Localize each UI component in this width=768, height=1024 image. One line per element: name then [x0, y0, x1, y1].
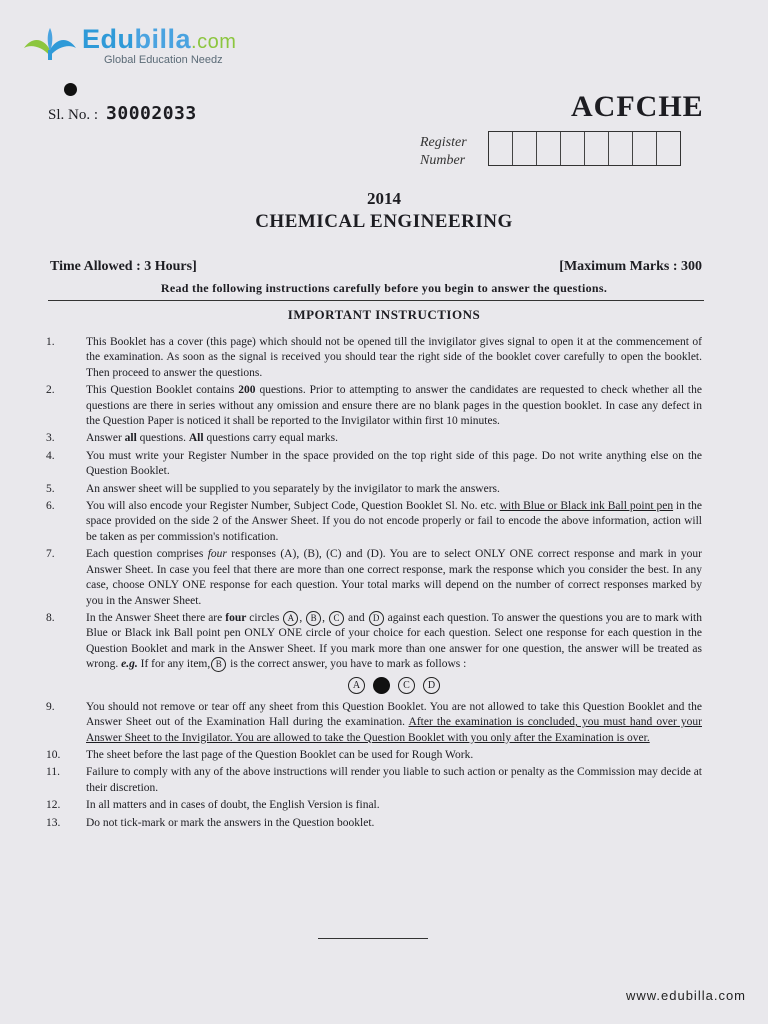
item-number: 1.	[46, 336, 55, 348]
list-item	[46, 335, 702, 381]
site-url-link[interactable]: www.edubilla.com	[625, 988, 746, 1003]
item-text: You will also encode your Register Number, Subject Code, Question Booklet Sl. No. etc. with Blue or Black ink Ball point pen in the space provided on the side 2 of the Answer Sheet. If you do not encode properly or fail to encode the above information, action will be taken as per commission's notification.	[86, 500, 702, 543]
register-digit-box[interactable]	[513, 132, 537, 165]
bubble-b-filled-icon	[373, 677, 390, 694]
important-instructions-heading: IMPORTANT INSTRUCTIONS	[287, 307, 481, 322]
serial-number-value: 30002033	[106, 103, 197, 124]
register-digit-box[interactable]	[585, 132, 609, 165]
example-answer-bubbles	[46, 677, 702, 694]
register-digit-box[interactable]	[633, 132, 657, 165]
item-text: Each question comprises four responses (A), (B), (C) and (D). You are to select ONLY ONE correct response and mark in your Answer Sheet. In case you feel that there are more than one correct response, mark the response which you consider the best. In any case, choose ONLY ONE response for each question. Your total marks will depend on the number of correct responses marked by you in the Answer Sheet.	[86, 548, 702, 607]
list-item	[46, 449, 702, 480]
register-label-line2: Number	[420, 153, 466, 168]
item-number: 6.	[46, 500, 55, 513]
register-number-label	[420, 134, 467, 170]
list-item	[46, 700, 702, 746]
item-text: The sheet before the last page of the Question Booklet can be used for Rough Work.	[86, 749, 474, 762]
registration-dot-mark	[64, 83, 77, 96]
tree-logo-icon	[22, 26, 78, 60]
item-number: 5.	[46, 482, 55, 495]
maximum-marks: [Maximum Marks : 300	[559, 259, 702, 274]
bubble-d-icon: D	[423, 677, 440, 694]
logo-wordmark: Edubilla.com	[82, 24, 237, 54]
circle-d-icon: D	[369, 611, 384, 626]
register-digit-box[interactable]	[609, 132, 633, 165]
item-number: 8.	[46, 611, 55, 624]
register-number-boxes[interactable]	[488, 131, 681, 166]
item-number: 11.	[46, 766, 60, 779]
list-item	[46, 798, 702, 813]
circle-b-icon: B	[211, 657, 226, 672]
exam-subject: CHEMICAL ENGINEERING	[255, 211, 513, 232]
item-text: You must write your Register Number in the space provided on the top right side of this page. Do not write anything else on the Question Booklet.	[86, 449, 702, 478]
register-digit-box[interactable]	[489, 132, 513, 165]
register-digit-box[interactable]	[657, 132, 680, 165]
booklet-code: ACFCHE	[571, 90, 704, 123]
list-item	[46, 816, 702, 831]
item-text: An answer sheet will be supplied to you separately by the invigilator to mark the answers.	[86, 482, 500, 495]
list-item	[46, 748, 702, 763]
bubble-a-icon: A	[348, 677, 365, 694]
item-number: 9.	[46, 700, 55, 713]
item-number: 13.	[46, 816, 61, 829]
register-digit-box[interactable]	[561, 132, 585, 165]
register-digit-box[interactable]	[537, 132, 561, 165]
item-number: 10.	[46, 749, 61, 762]
serial-number-label: Sl. No. :	[48, 107, 99, 123]
item-number: 2.	[46, 384, 55, 397]
edubilla-logo[interactable]	[22, 24, 252, 68]
read-instructions-note: Read the following instructions carefully before you begin to answer the questions.	[160, 281, 608, 295]
time-allowed: Time Allowed : 3 Hours]	[50, 259, 197, 274]
list-item	[46, 383, 702, 429]
item-text: Failure to comply with any of the above instructions will render you liable to such action or penalty as the Commission may decide at their discretion.	[86, 766, 702, 794]
circle-a-icon: A	[283, 611, 298, 626]
item-number: 4.	[46, 449, 55, 462]
divider	[48, 300, 704, 301]
serial-number	[48, 103, 197, 124]
item-text: Answer all questions. All questions carry equal marks.	[86, 432, 339, 445]
item-text: You should not remove or tear off any sheet from this Question Booklet. You are not allowed to take this Question Booklet and the Answer Sheet out of the Examination Hall during the examination. After the examination is concluded, you must hand over your Answer Sheet to the Invigilator. You are allowed to take the Question Booklet with you only after the Examination is over.	[86, 700, 702, 744]
item-text: In the Answer Sheet there are four circles A , B , C and D against each question. To answer the questions you are to mark with Blue or Black ink Ball point pen ONLY ONE circle of your choice for each question. Select one response for each question in the Question Booklet and mark in the Answer Sheet. If you mark more than one answer for one question, the answer will be treated as wrong. e.g. If for any item, B is the correct answer, you have to mark as follows :	[86, 612, 703, 671]
end-divider	[318, 938, 428, 939]
item-text: This Question Booklet contains 200 questions. Prior to attempting to answer the candidates are requested to check whether all the questions are there in series without any omission and ensure there are no blank pages in the question booklet. In case any defect in the Question Paper is noticed it shall be reported to the Invigilator within first 10 minutes.	[86, 384, 702, 428]
register-label-line1: Register	[420, 135, 467, 150]
item-number: 7.	[46, 548, 55, 561]
exam-year: 2014	[367, 189, 401, 208]
list-item	[46, 431, 702, 446]
instructions-list	[46, 335, 702, 833]
list-item	[46, 499, 702, 545]
item-text: Do not tick-mark or mark the answers in the Question booklet.	[86, 816, 375, 829]
circle-c-icon: C	[329, 611, 344, 626]
list-item	[46, 611, 702, 673]
item-text: In all matters and in cases of doubt, the English Version is final.	[86, 799, 380, 812]
logo-tagline: Global Education Needz	[104, 54, 223, 66]
list-item	[46, 765, 702, 796]
circle-b-icon: B	[306, 611, 321, 626]
item-text: This Booklet has a cover (this page) which should not be opened till the invigilator gives signal to open it at the commencement of the examination. As soon as the signal is received you should tear the right side of the booklet cover carefully to open the booklet. Then proceed to answer the questions.	[86, 336, 702, 379]
item-number: 3.	[46, 432, 55, 445]
list-item	[46, 547, 702, 609]
list-item	[46, 482, 702, 497]
item-number: 12.	[46, 799, 61, 812]
bubble-c-icon: C	[398, 677, 415, 694]
